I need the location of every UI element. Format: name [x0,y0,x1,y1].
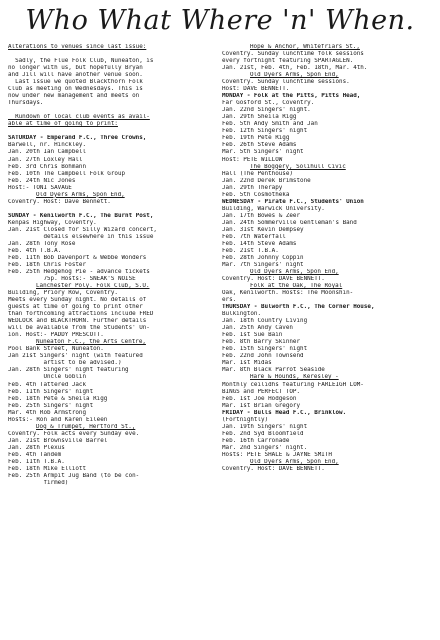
listing-line: Feb. 18th Pete & Sheila Rigg [8,395,108,402]
listing-line: guests at time of going to print other [8,304,143,311]
listing-line: The Boggery, Solihull Civic [250,163,346,170]
listing-line: firmed) [8,479,69,486]
listing-line: Oak, Kenilworth. Hosts: The Moonshin- [222,290,354,297]
listing-line: Feb. 18th Mike Elliott [8,465,87,472]
listing-line: Host: DAVE BENNETT. [222,86,290,93]
listing-line: Kenpas Highway, Coventry. [8,219,97,226]
listing-line [8,51,216,58]
listing-line: Feb. 7th Waterfall [222,233,286,240]
listing-line: 75p. Hosts:- SNEAK'S NOISE [8,276,136,283]
listing-line: Sadly, the Flue Folk Club, Nuneaton, is [8,58,154,65]
listing-line: every fortnight featuring SPARTAGLEN. [222,58,354,65]
listing-line: Feb. 4th Tandem [8,451,62,458]
listing-line: Jan. 28th Tony Rose [8,240,76,247]
listing-line: Jan. 21st Brownsville Barrel [8,437,108,444]
listing-line: Alterations to venues since last issue: [8,44,147,50]
listing-line: than forthcoming attractions include FRED [8,311,154,318]
listing-line: Folk at the Oak, The Royal [250,283,343,290]
listing-line: Pool Bank Street, Nuneaton. [8,346,104,353]
listing-line: Dog & Trumpet, Hertford St., [36,423,136,430]
listing-line: WEDLOCK and BLACKTHORN. Further details [8,318,147,325]
listing-line: Feb. 16th Carronade [222,437,290,444]
listing-line: details elsewhere in this issue [8,233,154,240]
listing-line: Jan. 27th Loxley Hall [8,156,83,163]
listing-line: Bulkington. [222,311,262,318]
listing-line: Jan. 17th Bowes & Zeer [222,212,301,219]
listing-line: Feb. 25th Singers' night [8,402,94,409]
club-day-heading: MONDAY - Folk at the Pitts, Pitts Head, [222,93,361,100]
listing-line: Jan. 24th Sommerville Gentleman's Band [222,219,357,226]
listing-line: Feb. 4th T.B.A. [8,247,62,254]
listing-line: Feb. 26th Steve Adams [222,142,297,149]
listing-line: Hosts: PETE SHALE & JAYNE SMITH [222,451,332,458]
listing-line: Jan. 21st, Feb. 4th, Feb. 18th, Mar. 4th. [222,65,368,72]
listing-line: Feb. 15th Singers' night [222,346,308,353]
listing-line: Jan. 20th Ian Campbell [8,149,87,156]
listing-line: Coventry. Host: DAVE BENNETT. [222,465,325,472]
listing-line: Mar. 7th Singers' night [222,261,304,268]
listing-line: Old Dyers Arms, Spon End, [250,458,339,465]
club-day-heading: FRIDAY - Bulls Head F.C., Brinklow. [222,409,347,416]
listing-line: Rundown of local club events as avail- [8,114,150,121]
listing-line: Mar. 4th Rob Armstrong [8,409,87,416]
listing-line: Feb. 19th Pete Rigg [222,135,290,142]
listing-line: Hall (The Penthouse) [222,170,293,177]
listing-line: Feb. 28th Johnny Coppin [222,254,304,261]
listing-line: Coventry. Sunday lunchtime sessions. [222,79,350,86]
listing-line: Monthly ceilidhs featuring FARLEIGH LOM- [222,381,364,388]
listing-line [8,107,216,114]
listing-line: BINGS and PERFECT TOP. [222,388,301,395]
listing-line: ers. [222,297,237,304]
listing-line: Jan. 29th Therapy [222,184,283,191]
listing-line: Barwell, nr. Hinckley. [8,142,87,149]
listing-line: ion. Host:- PADDY PRESCOTT. [8,332,104,339]
listing-line: Feb. 1st Sue Bain [222,332,283,339]
club-day-heading: WEDNESDAY - Pirate F.C., Students' Union [222,198,364,205]
listing-line: Host:- TONI SAVAGE [8,184,72,191]
listing-line: Jan. 22nd Singers' night. [222,107,311,114]
page-title: Who What Where 'n' When. [25,5,415,36]
listing-line: Feb. 21st T.B.A. [222,247,279,254]
listing-line: and Jill will have another venue soon. [8,72,143,79]
listing-line: Nuneaton F.C., the Arts Centre, [36,339,146,346]
listing-line: Jan. 25th Andy Caven [222,325,293,332]
listing-line: Feb. 25th Hedgehog Pie - advance tickets [8,269,150,275]
listing-line: now under new management and meets on [8,93,140,100]
listing-line: Lanchester Poly. Folk Club, S.U. [36,283,150,290]
listing-line: Meets every Sunday night. No details of [8,297,147,304]
listing-line: no longer with us, but hopefully Bryan [8,65,143,72]
club-day-heading: THURSDAY - Bulworth F.C., The Corner House, [222,304,375,311]
listing-line: Jan 21st Singers' night (with featured [8,353,143,360]
listing-line: Jan. 21st Closed for Silly Wizard concert, [8,226,157,233]
listing-line: Feb. 10th The Campbell Folk Group [8,170,126,177]
listing-line: Thursdays. [8,100,44,107]
listing-line: Building, Warwick University. [222,205,325,212]
listing-line: Jan. 18th Country Living [222,318,308,325]
listing-line: Coventry. Folk acts every Sunday eve. [8,430,140,437]
listing-line: Hosts:- Ron and Karen Eileen [8,416,108,423]
listing-line: Mar. 8th Black Parrot Seaside [222,367,325,374]
listing-line: Old Dyers Arms, Spon End, [250,72,339,79]
listing-line: Club as meeting on Wednesdays. This is [8,86,143,93]
listing-line: Feb. 12th Singers' night [222,128,308,135]
listing-line: Old Dyers Arms, Spon End, [36,191,125,198]
listing-line: Jan. 28th Singers' night featuring [8,367,129,374]
listing-line: Feb. 18th Chris Foster [8,261,87,268]
listing-line [8,128,216,135]
listing-line: able at time of going to print: [8,121,118,128]
club-day-heading: SUNDAY - Kenilworth F.C., The Burnt Post, [8,212,154,219]
listing-line: Coventry. Host: DAVE BENNETT. [222,276,325,283]
listing-line: Hare & Hounds, Keresley - [250,374,339,381]
listing-line: will be available from the Students' Un- [8,325,150,332]
listing-line: Feb. 5th Cosmotheka [222,191,290,198]
listing-line: Feb. 1st Joe Hodgeson [222,395,297,402]
left-column [8,44,216,487]
listing-line: Feb. 3rd Chris Bohmann [8,163,87,170]
listing-line: Mar. 1st Brian Gregory [222,402,301,409]
listing-line: Feb. 22nd John Townsend [222,353,304,360]
listing-line: Uncle Goblin [8,374,87,381]
listing-line: Far Gosford St., Coventry. [222,100,315,107]
listing-line: Old Dyers Arms, Spon End, [250,269,339,275]
listing-line: Mar. 1st Midas [222,360,272,367]
listing-line: Coventry. Sunday lunchtime folk sessions [222,51,364,58]
listing-line: Feb. 14th Steve Adams [222,240,297,247]
listing-line: Coventry. Host: Dave Bennett. [8,198,111,205]
listing-line: Last issue we quoted Blackthorn Folk [8,79,143,86]
listing-line: Mar. 5th Singers' night [222,149,304,156]
listing-line: Feb. 5th Andy Smith and Jan [222,121,318,128]
listing-line: Feb. 4th Tattered Jack [8,381,87,388]
listing-line: Feb. 11th T.B.A. [8,458,65,465]
listing-line: Building, Priory Row, Coventry. [8,290,118,297]
listing-line: Jan. 29th Sheila Rigg [222,114,297,121]
right-column [222,44,434,473]
listing-line: Jan. 31st Kevin Dempsey [222,226,304,233]
listing-line: Jan. 28th Plexus [8,444,65,451]
listing-line: Jan. 19th Singers' night [222,423,308,430]
listing-line: artist to be advised.) [8,360,122,367]
listing-line: Hope & Anchor, Whitefriars St., [250,44,360,50]
listing-line: Mar. 2nd Singers' night. [222,444,308,451]
listing-line: Feb. 11th Singers' night [8,388,94,395]
listing-line [8,206,216,213]
listing-line: Jan. 22nd Derek Brimstone [222,177,311,184]
listing-line: Feb. 8th Barry Skinner [222,339,301,346]
club-day-heading: SATURDAY - Emperand F.C., Three Crowns, [8,135,147,142]
listing-line: Feb. 11th Bob Davenport & Webbe Wonders [8,254,147,261]
listing-line: Host: PETE WILLOW [222,156,283,163]
listing-line: Feb. 25th Armpit Jug Band (to be con- [8,472,140,479]
listing-line: Feb. 24th Nic Jones [8,177,76,184]
listing-line: Feb. 2nd Syd Bloomfield [222,430,304,437]
listing-line: (Fortnightly) [222,416,269,423]
